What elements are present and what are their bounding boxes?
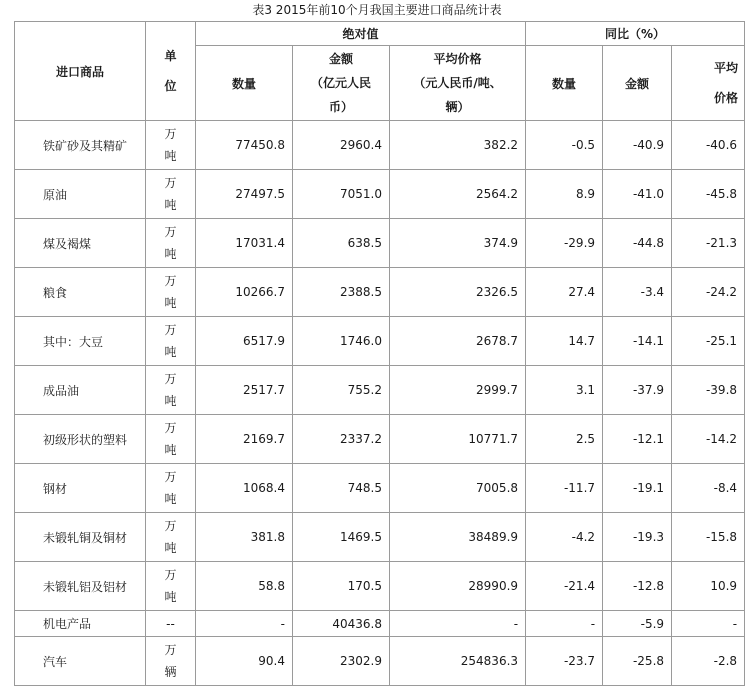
row-price: - — [390, 611, 526, 637]
header-yoy-qty: 数量 — [526, 46, 603, 121]
row-unit — [146, 268, 196, 317]
row-qty: 2169.7 — [196, 415, 293, 464]
row-yoy-amount: -44.8 — [603, 219, 672, 268]
row-amount: 638.5 — [293, 219, 390, 268]
row-unit — [146, 170, 196, 219]
row-qty: 1068.4 — [196, 464, 293, 513]
row-yoy-qty: -21.4 — [526, 562, 603, 611]
row-commodity: 机电产品 — [15, 611, 146, 637]
table-row — [15, 317, 745, 366]
row-yoy-price: - — [672, 611, 745, 637]
row-unit — [146, 637, 196, 686]
import-stats-table — [14, 21, 745, 686]
row-yoy-qty: 8.9 — [526, 170, 603, 219]
row-unit-line1: 万 — [164, 323, 177, 337]
row-unit — [146, 562, 196, 611]
row-qty: 58.8 — [196, 562, 293, 611]
row-yoy-amount: -14.1 — [603, 317, 672, 366]
row-unit-line1: 万 — [164, 519, 177, 533]
row-unit-line1: 万 — [164, 568, 177, 582]
row-unit-line2: 吨 — [164, 198, 177, 212]
row-price: 374.9 — [390, 219, 526, 268]
row-price: 7005.8 — [390, 464, 526, 513]
row-yoy-price: -25.1 — [672, 317, 745, 366]
row-qty: 77450.8 — [196, 121, 293, 170]
row-commodity: 汽车 — [15, 637, 146, 686]
row-amount: 1469.5 — [293, 513, 390, 562]
row-unit-line2: 吨 — [164, 247, 177, 261]
row-yoy-price: -8.4 — [672, 464, 745, 513]
row-qty: 2517.7 — [196, 366, 293, 415]
row-commodity: 钢材 — [15, 464, 146, 513]
row-unit — [146, 121, 196, 170]
row-unit-line2: 辆 — [164, 665, 177, 679]
header-price-line1: 平均价格 — [433, 52, 482, 66]
row-yoy-price: -2.8 — [672, 637, 745, 686]
row-amount: 2388.5 — [293, 268, 390, 317]
table-title: 表3 2015年前10个月我国主要进口商品统计表 — [252, 3, 502, 17]
header-qty: 数量 — [196, 46, 293, 121]
header-yoy-price-line2: 价格 — [714, 91, 739, 105]
row-unit-line2: 吨 — [164, 149, 177, 163]
row-amount: 755.2 — [293, 366, 390, 415]
row-commodity: 铁矿砂及其精矿 — [15, 121, 146, 170]
row-amount: 2960.4 — [293, 121, 390, 170]
row-price: 2678.7 — [390, 317, 526, 366]
row-price: 254836.3 — [390, 637, 526, 686]
row-unit-line1: 万 — [164, 643, 177, 657]
row-yoy-price: -45.8 — [672, 170, 745, 219]
row-yoy-amount: -3.4 — [603, 268, 672, 317]
row-unit-line2: 吨 — [164, 345, 177, 359]
row-commodity: 初级形状的塑料 — [15, 415, 146, 464]
row-unit — [146, 464, 196, 513]
row-unit-line1: 万 — [164, 274, 177, 288]
row-yoy-price: -15.8 — [672, 513, 745, 562]
row-yoy-amount: -5.9 — [603, 611, 672, 637]
header-commodity: 进口商品 — [15, 22, 146, 121]
table-row — [15, 366, 745, 415]
row-unit — [146, 317, 196, 366]
row-unit-line2: 吨 — [164, 394, 177, 408]
table-row — [15, 415, 745, 464]
row-yoy-amount: -37.9 — [603, 366, 672, 415]
row-commodity: 其中：大豆 — [15, 317, 146, 366]
row-yoy-qty: -11.7 — [526, 464, 603, 513]
row-amount: 2337.2 — [293, 415, 390, 464]
header-absolute: 绝对值 — [196, 22, 526, 46]
table-row — [15, 464, 745, 513]
row-qty: 90.4 — [196, 637, 293, 686]
header-amount-line2: （亿元人民 — [310, 76, 371, 90]
row-yoy-qty: -23.7 — [526, 637, 603, 686]
table-row — [15, 611, 745, 637]
row-amount: 1746.0 — [293, 317, 390, 366]
header-yoy: 同比（%） — [526, 22, 745, 46]
row-yoy-qty: -29.9 — [526, 219, 603, 268]
header-amount — [293, 46, 390, 121]
row-amount: 748.5 — [293, 464, 390, 513]
row-price: 10771.7 — [390, 415, 526, 464]
row-yoy-price: -24.2 — [672, 268, 745, 317]
row-yoy-qty: 14.7 — [526, 317, 603, 366]
row-price: 2564.2 — [390, 170, 526, 219]
row-commodity: 煤及褐煤 — [15, 219, 146, 268]
header-unit-line1: 单 — [164, 49, 177, 63]
row-commodity: 原油 — [15, 170, 146, 219]
row-unit-line1: 万 — [164, 470, 177, 484]
row-yoy-amount: -40.9 — [603, 121, 672, 170]
table-row — [15, 513, 745, 562]
row-unit-line1: -- — [166, 616, 175, 631]
table-row — [15, 170, 745, 219]
row-unit-line1: 万 — [164, 421, 177, 435]
row-unit-line1: 万 — [164, 225, 177, 239]
row-yoy-qty: 3.1 — [526, 366, 603, 415]
row-yoy-amount: -19.1 — [603, 464, 672, 513]
row-yoy-qty: - — [526, 611, 603, 637]
header-price-line3: 辆） — [445, 100, 470, 114]
row-yoy-price: -40.6 — [672, 121, 745, 170]
row-unit — [146, 366, 196, 415]
table-row — [15, 219, 745, 268]
row-qty: 17031.4 — [196, 219, 293, 268]
header-price — [390, 46, 526, 121]
table-row — [15, 637, 745, 686]
row-unit-line2: 吨 — [164, 443, 177, 457]
row-qty: 381.8 — [196, 513, 293, 562]
table-row — [15, 562, 745, 611]
row-yoy-amount: -19.3 — [603, 513, 672, 562]
table-row — [15, 268, 745, 317]
row-unit-line2: 吨 — [164, 492, 177, 506]
row-unit — [146, 513, 196, 562]
row-yoy-price: -14.2 — [672, 415, 745, 464]
header-amount-line1: 金额 — [328, 52, 353, 66]
row-amount: 170.5 — [293, 562, 390, 611]
row-yoy-qty: -4.2 — [526, 513, 603, 562]
header-price-line2: （元人民币/吨、 — [413, 76, 502, 90]
header-yoy-price — [672, 46, 745, 121]
table-row — [15, 121, 745, 170]
row-yoy-price: -39.8 — [672, 366, 745, 415]
row-yoy-amount: -41.0 — [603, 170, 672, 219]
row-qty: 6517.9 — [196, 317, 293, 366]
row-yoy-amount: -12.8 — [603, 562, 672, 611]
row-price: 2999.7 — [390, 366, 526, 415]
header-yoy-price-line1: 平均 — [714, 61, 739, 75]
header-amount-line3: 币） — [328, 100, 353, 114]
row-qty: 27497.5 — [196, 170, 293, 219]
row-price: 28990.9 — [390, 562, 526, 611]
row-unit — [146, 219, 196, 268]
row-unit-line1: 万 — [164, 176, 177, 190]
row-unit — [146, 611, 196, 637]
row-yoy-qty: 2.5 — [526, 415, 603, 464]
row-yoy-price: -21.3 — [672, 219, 745, 268]
row-yoy-price: 10.9 — [672, 562, 745, 611]
row-unit-line2: 吨 — [164, 541, 177, 555]
row-unit-line2: 吨 — [164, 296, 177, 310]
row-unit-line1: 万 — [164, 372, 177, 386]
row-unit-line2: 吨 — [164, 590, 177, 604]
header-unit-line2: 位 — [164, 79, 177, 93]
row-amount: 2302.9 — [293, 637, 390, 686]
row-yoy-qty: 27.4 — [526, 268, 603, 317]
row-amount: 40436.8 — [293, 611, 390, 637]
row-unit — [146, 415, 196, 464]
row-qty: - — [196, 611, 293, 637]
header-yoy-amount: 金额 — [603, 46, 672, 121]
row-amount: 7051.0 — [293, 170, 390, 219]
row-price: 382.2 — [390, 121, 526, 170]
header-unit — [146, 22, 196, 121]
row-qty: 10266.7 — [196, 268, 293, 317]
row-price: 38489.9 — [390, 513, 526, 562]
row-unit-line1: 万 — [164, 127, 177, 141]
row-yoy-amount: -12.1 — [603, 415, 672, 464]
row-commodity: 成品油 — [15, 366, 146, 415]
row-commodity: 未锻轧铜及铜材 — [15, 513, 146, 562]
row-yoy-amount: -25.8 — [603, 637, 672, 686]
row-price: 2326.5 — [390, 268, 526, 317]
row-commodity: 未锻轧铝及铝材 — [15, 562, 146, 611]
row-yoy-qty: -0.5 — [526, 121, 603, 170]
row-commodity: 粮食 — [15, 268, 146, 317]
